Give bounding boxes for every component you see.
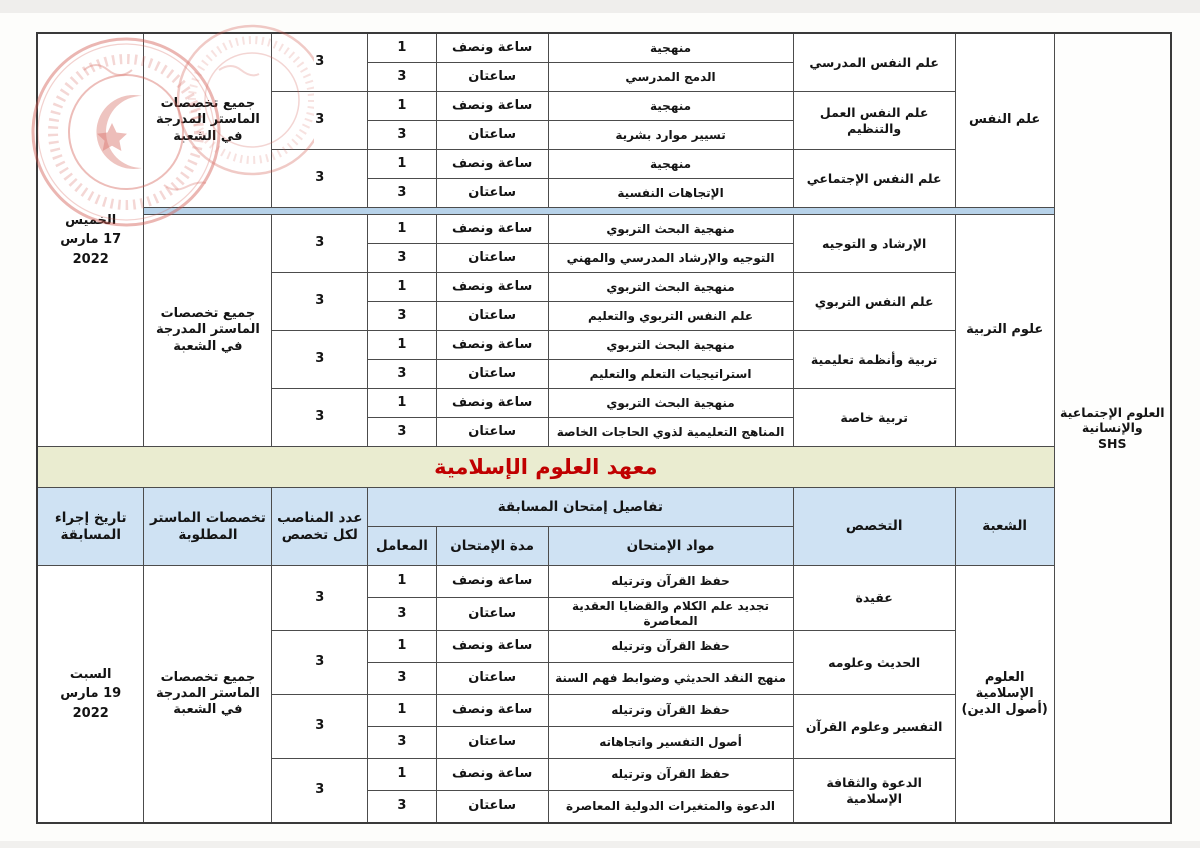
scan-edge-bottom [0,841,1200,848]
subject-cell: تجديد علم الكلام والقضايا العقدية المعاصرة [548,598,793,631]
subject-cell: استراتيجيات التعلم والتعليم [548,360,793,389]
specialty-cell: تربية خاصة [793,389,955,447]
section-separator-row [37,208,1171,215]
coefficient-cell: 1 [368,150,437,179]
subject-cell: حفظ القرآن وترتيله [548,631,793,663]
subject-cell: التوجيه والإرشاد المدرسي والمهني [548,244,793,273]
subject-cell: علم النفس التربوي والتعليم [548,302,793,331]
duration-cell: ساعتان [436,791,548,824]
coefficient-cell: 3 [368,302,437,331]
subject-cell: حفظ القرآن وترتيله [548,695,793,727]
duration-cell: ساعتان [436,63,548,92]
table-row [37,215,1171,244]
specialty-cell: الحديث وعلومه [793,631,955,695]
header-exam-date: تاريخ إجراء المسابقة [37,488,144,566]
specialty-cell: علم النفس العمل والتنظيم [793,92,955,150]
duration-cell: ساعتان [436,663,548,695]
coefficient-cell: 3 [368,663,437,695]
coefficient-cell: 1 [368,695,437,727]
faculty-code: SHS [1098,435,1127,451]
exam-date: 17 مارس 2022 [60,232,122,267]
branch-cell-education: علوم التربية [955,215,1054,447]
subject-cell: منهجية [548,92,793,121]
coefficient-cell: 3 [368,360,437,389]
subject-cell: أصول التفسير واتجاهاته [548,727,793,759]
specialty-cell: التفسير وعلوم القرآن [793,695,955,759]
positions-cell: 3 [272,92,368,150]
exam-day: السبت [69,666,112,682]
subject-cell: منهجية [548,150,793,179]
duration-cell: ساعة ونصف [436,695,548,727]
subject-cell: حفظ القرآن وترتيله [548,759,793,791]
subject-cell: منهجية [548,33,793,63]
header-row [37,488,1171,527]
coefficient-cell: 3 [368,418,437,447]
subject-cell: منهجية البحث التربوي [548,389,793,418]
subject-cell: منهجية البحث التربوي [548,215,793,244]
positions-cell: 3 [272,33,368,92]
coefficient-cell: 1 [368,331,437,360]
positions-cell: 3 [272,215,368,273]
masters-cell: جميع تخصصات الماستر المدرجة في الشعبة [144,33,272,208]
header-required-masters: تخصصات الماستر المطلوبة [144,488,272,566]
subject-cell: الإتجاهات النفسية [548,179,793,208]
coefficient-cell: 3 [368,179,437,208]
duration-cell: ساعتان [436,727,548,759]
masters-cell: جميع تخصصات الماستر المدرجة في الشعبة [144,215,272,447]
header-branch: الشعبة [955,488,1054,566]
subject-cell: المناهج التعليمية لذوي الحاجات الخاصة [548,418,793,447]
specialty-cell: عقيدة [793,566,955,631]
faculty-label: والإنسانية [1081,420,1143,436]
table-row [37,33,1171,63]
branch-cell-islamic: العلوم الإسلامية (أصول الدين) [955,566,1054,824]
duration-cell: ساعتان [436,121,548,150]
duration-cell: ساعة ونصف [436,150,548,179]
subject-cell: الدمج المدرسي [548,63,793,92]
coefficient-cell: 1 [368,566,437,598]
header-exam-details: تفاصيل إمتحان المسابقة [368,488,793,527]
positions-cell: 3 [272,695,368,759]
duration-cell: ساعتان [436,598,548,631]
exam-schedule-table [36,32,1172,824]
duration-cell: ساعتان [436,302,548,331]
subject-cell: تسيير موارد بشرية [548,121,793,150]
header-coefficient: المعامل [368,527,437,566]
duration-cell: ساعة ونصف [436,566,548,598]
coefficient-cell: 1 [368,631,437,663]
duration-cell: ساعة ونصف [436,33,548,63]
duration-cell: ساعة ونصف [436,273,548,302]
exam-schedule-table-wrap [36,32,1172,824]
branch-cell-psychology: علم النفس [955,33,1054,208]
positions-cell: 3 [272,566,368,631]
header-positions: عدد المناصب لكل تخصص [272,488,368,566]
coefficient-cell: 1 [368,273,437,302]
positions-cell: 3 [272,331,368,389]
scan-edge-top [0,0,1200,13]
duration-cell: ساعتان [436,418,548,447]
banner-row [37,447,1171,488]
subject-cell: منهج النقد الحديثي وضوابط فهم السنة [548,663,793,695]
duration-cell: ساعتان [436,360,548,389]
coefficient-cell: 3 [368,791,437,824]
coefficient-cell: 1 [368,33,437,63]
duration-cell: ساعة ونصف [436,389,548,418]
specialty-cell: الدعوة والثقافة الإسلامية [793,759,955,824]
subject-cell: منهجية البحث التربوي [548,331,793,360]
coefficient-cell: 3 [368,598,437,631]
header-specialty: التخصص [793,488,955,566]
header-exam-duration: مدة الإمتحان [436,527,548,566]
institute-banner: معهد العلوم الإسلامية [37,447,1054,488]
faculty-label: العلوم الإجتماعية [1060,404,1165,420]
subject-cell: الدعوة والمتغيرات الدولية المعاصرة [548,791,793,824]
section-separator [144,208,1054,215]
coefficient-cell: 3 [368,244,437,273]
specialty-cell: تربية وأنظمة تعليمية [793,331,955,389]
coefficient-cell: 3 [368,121,437,150]
positions-cell: 3 [272,631,368,695]
duration-cell: ساعة ونصف [436,331,548,360]
exam-date-cell-saturday [37,566,144,824]
exam-date-cell-thursday [37,33,144,447]
subject-cell: حفظ القرآن وترتيله [548,566,793,598]
specialty-cell: علم النفس التربوي [793,273,955,331]
coefficient-cell: 1 [368,215,437,244]
specialty-cell: علم النفس الإجتماعي [793,150,955,208]
faculty-cell-shs [1054,33,1171,823]
exam-day: الخميس [65,212,117,228]
positions-cell: 3 [272,150,368,208]
coefficient-cell: 3 [368,63,437,92]
positions-cell: 3 [272,759,368,824]
coefficient-cell: 3 [368,727,437,759]
subject-cell: منهجية البحث التربوي [548,273,793,302]
specialty-cell: علم النفس المدرسي [793,33,955,92]
coefficient-cell: 1 [368,759,437,791]
table-row [37,566,1171,598]
duration-cell: ساعة ونصف [436,631,548,663]
duration-cell: ساعتان [436,244,548,273]
positions-cell: 3 [272,389,368,447]
specialty-cell: الإرشاد و التوجيه [793,215,955,273]
duration-cell: ساعة ونصف [436,759,548,791]
duration-cell: ساعتان [436,179,548,208]
header-exam-subjects: مواد الإمتحان [548,527,793,566]
duration-cell: ساعة ونصف [436,215,548,244]
duration-cell: ساعة ونصف [436,92,548,121]
coefficient-cell: 1 [368,389,437,418]
positions-cell: 3 [272,273,368,331]
masters-cell: جميع تخصصات الماستر المدرجة في الشعبة [144,566,272,824]
exam-date: 19 مارس 2022 [60,686,122,721]
coefficient-cell: 1 [368,92,437,121]
